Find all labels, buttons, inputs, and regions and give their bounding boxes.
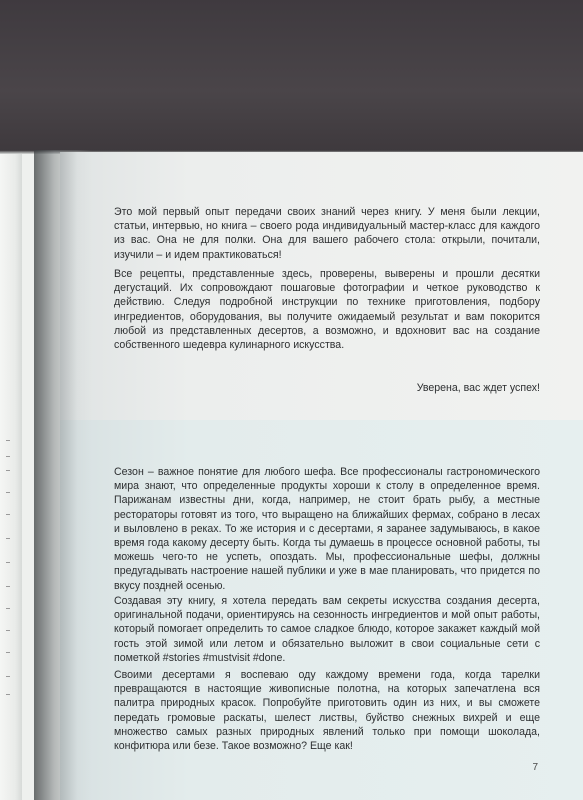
page-number: 7 (532, 762, 538, 773)
facing-page-dark-band (0, 0, 583, 152)
season-paragraph-1: Сезон – важное понятие для любого шефа. Все профессионалы гастрономического мира знают, что определенные продукты хороши к столу в определенное время. Парижанам известны дни, когда, например, не стоит брать рыбу, а местные рестораторы готовят из того, что выращено на ближайших фермах, собрано в лесах и выловлено в реках. То же история и с десертами, я заранее задумываюсь, в какое время года какому десерту быть. Когда ты думаешь в процессе основной работы, ты можешь чего-то не успеть, опоздать. Мы, профессиональные шефы, должны предугадывать настроение нашей публики и уже в мае планировать, что придется по вкусу поздней осенью. (114, 466, 540, 592)
intro-signoff: Уверена, вас ждет успех! (416, 382, 540, 394)
intro-paragraph-1: Это мой первый опыт передачи своих знаний через книгу. У меня были лекции, статьи, интервью, но книга – своего рода индивидуальный мастер-класс для каждого из вас. Она не для полки. Она для вашего рабочего стола: открыли, почитали, изучили – и идем практиковаться! (114, 206, 540, 261)
spine-shadow (34, 150, 92, 800)
season-paragraph-2: Создавая эту книгу, я хотела передать вам секреты искусства создания десерта, оригинальной подачи, ориентируясь на сезонность ингредиентов и мой опыт работы, который помогает определить то самое сладкое блюдо, которое закажет каждый мой гость этой зимой или летом и обязательно выложит в свои социальные сети с пометкой #stories #mustvisit #done. (114, 595, 540, 664)
margin-marks (6, 440, 12, 700)
season-paragraph-3: Своими десертами я воспеваю оду каждому времени года, когда тарелки превращаются в настоящие живописные полотна, на которых запечатлена вся палитра природных красок. Попробуйте приготовить один из них, и вы сможете передать громовые раскаты, шелест листвы, буйство снежных вихрей и еще множество самых разных природных явлений только при помощи шоколада, конфитюра или безе. Такое возможно? Еще как! (114, 669, 540, 753)
intro-paragraph-2: Все рецепты, представленные здесь, проверены, выверены и прошли десятки дегустаций. Их сопровождают пошаговые фотографии и четкое руководство к действию. Следуя подробной инструкции по технике приготовления, подбору ингредиентов, оборудования, вы получите ожидаемый результат и вам покорится любой из представленных десертов, а возможно, и вдохновит вас на создание собственного шедевра кулинарного искусства. (114, 268, 540, 352)
